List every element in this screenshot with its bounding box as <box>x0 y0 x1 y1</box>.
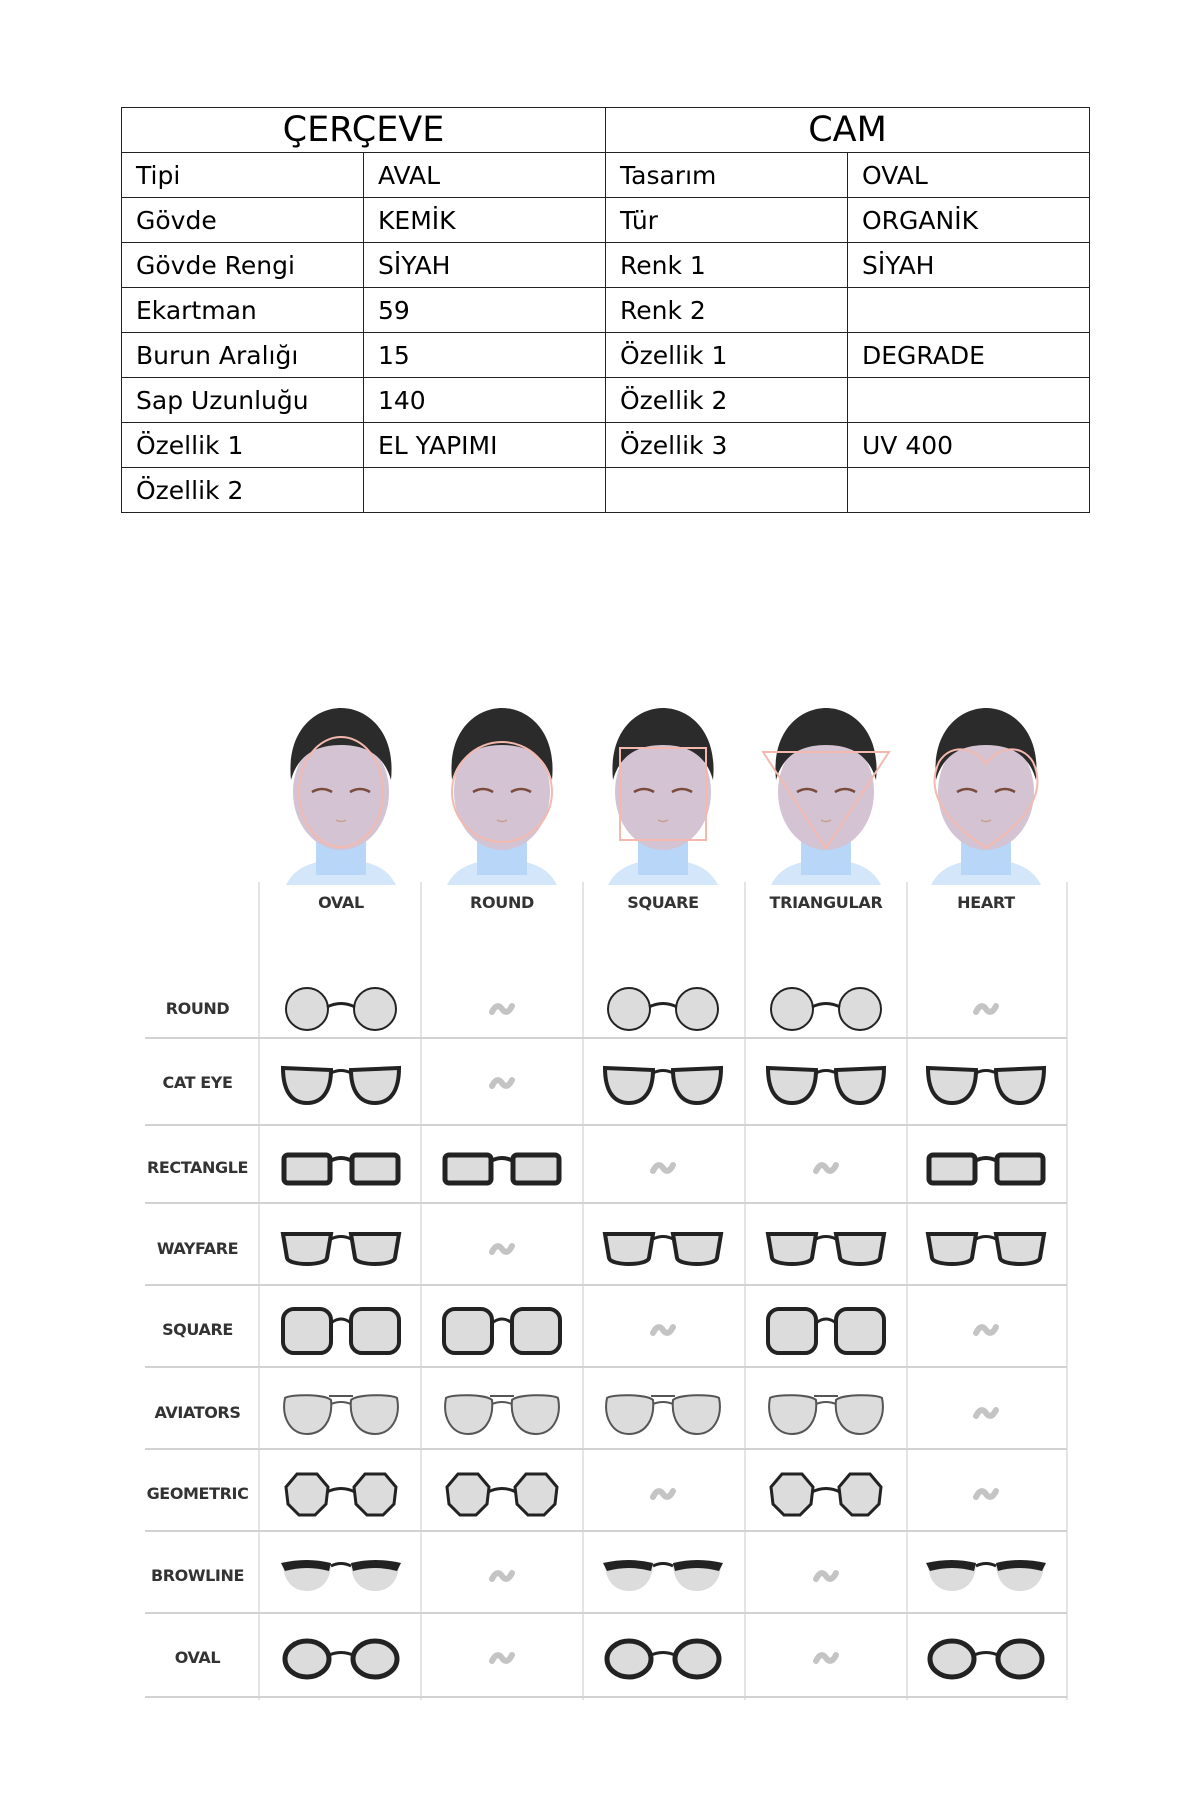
spec-frame-label: Tipi <box>122 153 364 198</box>
tilde-icon <box>422 1541 582 1611</box>
spec-frame-label: Burun Aralığı <box>122 333 364 378</box>
spec-lens-label: Renk 2 <box>606 288 848 333</box>
round-glasses-icon <box>261 974 421 1044</box>
frame-style-label: SQUARE <box>162 1320 233 1339</box>
spec-frame-label: Sap Uzunluğu <box>122 378 364 423</box>
frame-style-label: GEOMETRIC <box>146 1484 249 1503</box>
spec-lens-label: Özellik 1 <box>606 333 848 378</box>
spec-lens-label: Tür <box>606 198 848 243</box>
spec-frame-value: KEMİK <box>364 198 606 243</box>
tilde-icon <box>906 1459 1066 1529</box>
square-glasses-icon <box>261 1295 421 1365</box>
spec-lens-label: Özellik 3 <box>606 423 848 468</box>
tilde-icon <box>746 1623 906 1693</box>
frame-header: ÇERÇEVE <box>122 108 606 153</box>
grid-vline <box>258 882 260 1700</box>
browline-glasses-icon <box>906 1541 1066 1611</box>
face-shape-label: HEART <box>957 893 1015 912</box>
aviator-glasses-icon <box>746 1378 906 1448</box>
tilde-icon <box>583 1459 743 1529</box>
square-glasses-icon <box>422 1295 582 1365</box>
grid-hline <box>145 1448 1067 1450</box>
frame-style-label: OVAL <box>174 1648 221 1667</box>
face-square-icon <box>598 700 728 885</box>
frame-style-label: WAYFARE <box>156 1239 239 1258</box>
spec-frame-label: Özellik 1 <box>122 423 364 468</box>
tilde-icon <box>746 1133 906 1203</box>
spec-lens-label: Tasarım <box>606 153 848 198</box>
spec-frame-label: Ekartman <box>122 288 364 333</box>
tilde-icon <box>583 1295 743 1365</box>
spec-lens-value: OVAL <box>848 153 1090 198</box>
grid-hline <box>145 1124 1067 1126</box>
rectangle-glasses-icon <box>261 1133 421 1203</box>
spec-lens-label: Özellik 2 <box>606 378 848 423</box>
tilde-icon <box>583 1133 743 1203</box>
spec-lens-value: DEGRADE <box>848 333 1090 378</box>
grid-vline <box>1066 882 1068 1700</box>
frame-style-label: ROUND <box>165 999 230 1018</box>
frame-style-label: AVIATORS <box>154 1403 241 1422</box>
browline-glasses-icon <box>583 1541 743 1611</box>
oval-glasses-icon <box>261 1623 421 1693</box>
wayfare-glasses-icon <box>746 1214 906 1284</box>
grid-hline <box>145 1612 1067 1614</box>
frame-style-label: BROWLINE <box>150 1566 245 1585</box>
spec-frame-label: Özellik 2 <box>122 468 364 513</box>
face-shape-label: ROUND <box>469 893 535 912</box>
spec-frame-value: AVAL <box>364 153 606 198</box>
tilde-icon <box>422 1048 582 1118</box>
oval-glasses-icon <box>583 1623 743 1693</box>
cat-eye-glasses-icon <box>261 1048 421 1118</box>
frame-style-label: RECTANGLE <box>146 1158 249 1177</box>
face-shape-label: OVAL <box>318 893 364 912</box>
grid-hline <box>145 1284 1067 1286</box>
spec-frame-value: EL YAPIMI <box>364 423 606 468</box>
spec-frame-value: SİYAH <box>364 243 606 288</box>
cat-eye-glasses-icon <box>583 1048 743 1118</box>
face-shape-label: SQUARE <box>627 893 699 912</box>
wayfare-glasses-icon <box>583 1214 743 1284</box>
geometric-glasses-icon <box>746 1459 906 1529</box>
browline-glasses-icon <box>261 1541 421 1611</box>
spec-frame-value: 15 <box>364 333 606 378</box>
face-oval-icon <box>276 700 406 885</box>
spec-frame-value: 59 <box>364 288 606 333</box>
cat-eye-glasses-icon <box>906 1048 1066 1118</box>
spec-lens-value: UV 400 <box>848 423 1090 468</box>
face-round-icon <box>437 700 567 885</box>
spec-frame-label: Gövde <box>122 198 364 243</box>
wayfare-glasses-icon <box>906 1214 1066 1284</box>
geometric-glasses-icon <box>261 1459 421 1529</box>
grid-hline <box>145 1530 1067 1532</box>
tilde-icon <box>422 974 582 1044</box>
spec-lens-label: Renk 1 <box>606 243 848 288</box>
spec-lens-value: SİYAH <box>848 243 1090 288</box>
face-shape-label: TRIANGULAR <box>769 893 883 912</box>
oval-glasses-icon <box>906 1623 1066 1693</box>
tilde-icon <box>422 1214 582 1284</box>
wayfare-glasses-icon <box>261 1214 421 1284</box>
tilde-icon <box>906 1295 1066 1365</box>
spec-lens-value: ORGANİK <box>848 198 1090 243</box>
spec-frame-label: Gövde Rengi <box>122 243 364 288</box>
aviator-glasses-icon <box>261 1378 421 1448</box>
round-glasses-icon <box>583 974 743 1044</box>
geometric-glasses-icon <box>422 1459 582 1529</box>
face-heart-icon <box>921 700 1051 885</box>
aviator-glasses-icon <box>422 1378 582 1448</box>
tilde-icon <box>422 1623 582 1693</box>
rectangle-glasses-icon <box>422 1133 582 1203</box>
frame-style-label: CAT EYE <box>162 1073 233 1092</box>
face-triangular-icon <box>761 700 891 885</box>
spec-frame-value: 140 <box>364 378 606 423</box>
cat-eye-glasses-icon <box>746 1048 906 1118</box>
tilde-icon <box>906 1378 1066 1448</box>
square-glasses-icon <box>746 1295 906 1365</box>
grid-hline <box>145 1366 1067 1368</box>
round-glasses-icon <box>746 974 906 1044</box>
lens-header: CAM <box>606 108 1090 153</box>
tilde-icon <box>746 1541 906 1611</box>
rectangle-glasses-icon <box>906 1133 1066 1203</box>
tilde-icon <box>906 974 1066 1044</box>
aviator-glasses-icon <box>583 1378 743 1448</box>
grid-hline <box>145 1696 1067 1698</box>
